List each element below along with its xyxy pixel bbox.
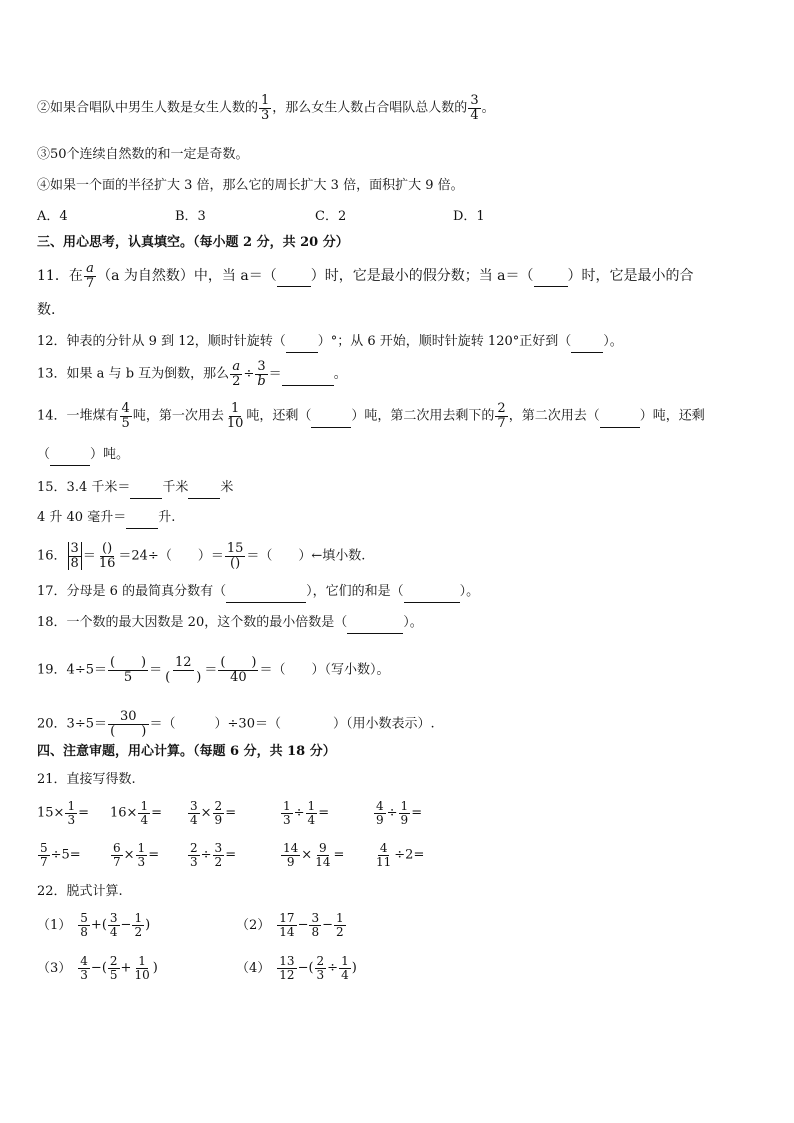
expression: $\frac{4}{11}$ ÷2= <box>376 841 425 869</box>
answer-blank[interactable] <box>286 332 318 353</box>
fraction: $\frac{a}{2}$ <box>232 359 241 389</box>
expression: $\frac{6}{7}$ × $\frac{1}{3}$ = <box>113 841 160 869</box>
question-21-title: 21．直接写得数. <box>37 772 136 787</box>
fraction: $\frac{1}{3}$ <box>261 93 270 123</box>
fraction: $\frac{4}{3}$ <box>80 954 88 982</box>
fraction: $\frac{1}{3}$ <box>67 799 76 827</box>
fraction: $\frac{9}{14}$ <box>315 841 331 869</box>
question-12: 12．钟表的分针从 9 到 12，顺时针旋转（ ）°；从 6 开始，顺时针旋转 120°正好到（ ）。 <box>37 332 623 353</box>
calculation-item: （3） $\frac{4}{3}$ −( $\frac{2}{5}$ + $\frac{1}{10}$ ) <box>37 954 158 982</box>
section-3-heading: 三、用心思考，认真填空。（每小题 2 分，共 20 分） <box>37 235 349 250</box>
fraction: $\frac{3}{8}$ <box>68 542 82 570</box>
answer-blank[interactable] <box>226 582 306 603</box>
fraction: $\frac{1}{2}$ <box>134 911 143 939</box>
expression: $\frac{1}{3}$ ÷ $\frac{1}{4}$ = <box>283 799 330 827</box>
expression: $\frac{3}{4}$ × $\frac{2}{9}$ = <box>190 799 237 827</box>
answer-blank[interactable] <box>282 365 334 386</box>
fraction: $\frac{4}{9}$ <box>376 799 384 827</box>
fraction: $\frac{1}{4}$ <box>341 954 349 982</box>
question-20: 20．3÷5＝ $\frac{30}{( )}$ ＝（ ）÷30＝（ ）（用小数表示）. <box>37 709 435 739</box>
expression: $\frac{14}{9}$ × $\frac{9}{14}$ = <box>283 841 345 869</box>
fraction: $\frac{3}{2}$ <box>214 841 223 869</box>
statement-2-text-b: ，那么女生人数占合唱队总人数的 <box>272 100 468 116</box>
answer-blank[interactable] <box>188 478 220 499</box>
fraction: $\frac{1}{4}$ <box>140 799 149 827</box>
fraction: $\frac{1}{3}$ <box>137 841 146 869</box>
question-15: 15．3.4 千米＝ 千米 米 <box>37 478 233 499</box>
question-11: 11．在 $\frac{a}{7}$ （a 为自然数）中，当 a＝（ ）时，它是最小的假分数；当 a＝（ ）时，它是最小的合 <box>37 261 694 291</box>
fraction: $\frac{1}{10}$ <box>226 401 244 431</box>
fraction: $\frac{5}{7}$ <box>40 841 48 869</box>
fraction: $\frac{2}{9}$ <box>214 799 223 827</box>
fraction: $\frac{17}{14}$ <box>279 911 295 939</box>
fraction[interactable]: $\frac{( )}{5}$ <box>109 655 147 685</box>
answer-blank[interactable] <box>404 582 460 603</box>
fraction: $\frac{3}{4}$ <box>470 93 479 123</box>
item-label: （2） <box>236 917 271 933</box>
expression: $\frac{4}{9}$ ÷ $\frac{1}{9}$ = <box>376 799 423 827</box>
item-label: （3） <box>37 960 72 976</box>
fraction: $\frac{3}{4}$ <box>190 799 198 827</box>
question-19: 19．4÷5＝ $\frac{( )}{5}$ ＝ $\frac{12}{( )}$ ＝ $\frac{( )}{40}$ ＝（ ）（写小数）。 <box>37 655 390 685</box>
fraction[interactable]: $\frac{( )}{40}$ <box>220 655 257 685</box>
answer-blank[interactable] <box>130 478 162 499</box>
question-17: 17．分母是 6 的最简真分数有（ ），它们的和是（ ）。 <box>37 582 479 603</box>
statement-4: ④如果一个面的半径扩大 3 倍，那么它的周长扩大 3 倍，面积扩大 9 倍。 <box>37 178 464 193</box>
answer-blank[interactable] <box>347 613 403 634</box>
calculation-item: （4） $\frac{13}{12}$ −( $\frac{2}{3}$ ÷ $\frac{1}{4}$ ) <box>236 954 357 982</box>
expression: $\frac{2}{3}$ ÷ $\frac{3}{2}$ = <box>190 841 237 869</box>
option-d[interactable]: D．1 <box>453 209 485 224</box>
fraction: $\frac{1}{9}$ <box>400 799 409 827</box>
fraction: $\frac{4}{5}$ <box>121 401 130 431</box>
fraction: $\frac{1}{3}$ <box>283 799 291 827</box>
calculation-item: （1） $\frac{5}{8}$ +( $\frac{3}{4}$ − $\frac{1}{2}$ ) <box>37 911 151 939</box>
answer-blank[interactable] <box>311 407 351 428</box>
fraction: $\frac{3}{8}$ <box>311 911 320 939</box>
statement-2: ②如果合唱队中男生人数是女生人数的 $\frac{1}{3}$ ，那么女生人数占合唱队总人数的 $\frac{3}{4}$ 。 <box>37 93 495 123</box>
fraction[interactable]: $\frac{30}{( )}$ <box>108 710 149 738</box>
item-label: （4） <box>236 960 271 976</box>
answer-blank[interactable] <box>600 407 640 428</box>
fraction[interactable]: $\frac{15}{()}$ <box>226 541 244 571</box>
fraction: $\frac{4}{11}$ <box>376 841 392 869</box>
answer-blank[interactable] <box>571 332 603 353</box>
statement-3: ③50个连续自然数的和一定是奇数。 <box>37 147 249 162</box>
question-16: 16． $\frac{3}{8}$ ＝ $\frac{()}{16}$ ＝24÷（ ）＝ $\frac{15}{()}$ ＝（ ）←填小数. <box>37 541 366 571</box>
fraction: $\frac{3}{b}$ <box>257 359 266 389</box>
fraction[interactable]: $\frac{12}{( )}$ <box>165 655 202 685</box>
expression: 16× $\frac{1}{4}$ = <box>110 799 162 827</box>
fraction: $\frac{14}{9}$ <box>283 841 299 869</box>
calculation-item: （2） $\frac{17}{14}$ − $\frac{3}{8}$ − $\frac{1}{2}$ <box>236 911 344 939</box>
answer-blank[interactable] <box>277 266 311 287</box>
fraction[interactable]: $\frac{()}{16}$ <box>98 541 116 571</box>
fraction: $\frac{13}{12}$ <box>279 954 295 982</box>
question-14: 14．一堆煤有 $\frac{4}{5}$ 吨，第一次用去 $\frac{1}{10}$ 吨，还剩（ ）吨，第二次用去剩下的 $\frac{2}{7}$ ，第二次用去（ ）吨，还剩 <box>37 401 705 431</box>
fraction: $\frac{2}{7}$ <box>497 401 506 431</box>
fraction: $\frac{1}{10}$ <box>134 954 150 982</box>
answer-blank[interactable] <box>126 508 158 529</box>
question-18: 18．一个数的最大因数是 20，这个数的最小倍数是（ ）。 <box>37 613 423 634</box>
fraction: $\frac{1}{4}$ <box>307 799 316 827</box>
option-c[interactable]: C．2 <box>315 209 347 224</box>
fraction: $\frac{2}{3}$ <box>190 841 198 869</box>
fraction: $\frac{1}{2}$ <box>336 911 344 939</box>
fraction: $\frac{6}{7}$ <box>113 841 121 869</box>
fraction: $\frac{2}{5}$ <box>109 954 118 982</box>
answer-blank[interactable] <box>534 266 568 287</box>
fraction: $\frac{2}{3}$ <box>316 954 325 982</box>
question-11-line-2: 数. <box>37 302 56 318</box>
question-22-title: 22．脱式计算. <box>37 884 123 899</box>
expression: 15× $\frac{1}{3}$ = <box>37 799 89 827</box>
fraction: $\frac{3}{4}$ <box>109 911 118 939</box>
fraction: $\frac{a}{7}$ <box>85 261 95 291</box>
question-13: 13．如果 a 与 b 互为倒数，那么 $\frac{a}{2}$ ÷ $\frac{3}{b}$ ＝ 。 <box>37 359 347 389</box>
option-b[interactable]: B．3 <box>175 209 206 224</box>
fraction: $\frac{5}{8}$ <box>80 911 88 939</box>
question-15-line-2: 4 升 40 毫升＝ 升. <box>37 508 175 529</box>
expression: $\frac{5}{7}$ ÷5= <box>40 841 81 869</box>
question-14-line-2: （ ）吨。 <box>37 445 129 466</box>
answer-blank[interactable] <box>50 445 90 466</box>
section-4-heading: 四、注意审题，用心计算。（每题 6 分，共 18 分） <box>37 744 336 759</box>
option-a[interactable]: A．4 <box>37 209 68 224</box>
statement-2-text-a: ②如果合唱队中男生人数是女生人数的 <box>37 100 259 116</box>
item-label: （1） <box>37 917 72 933</box>
